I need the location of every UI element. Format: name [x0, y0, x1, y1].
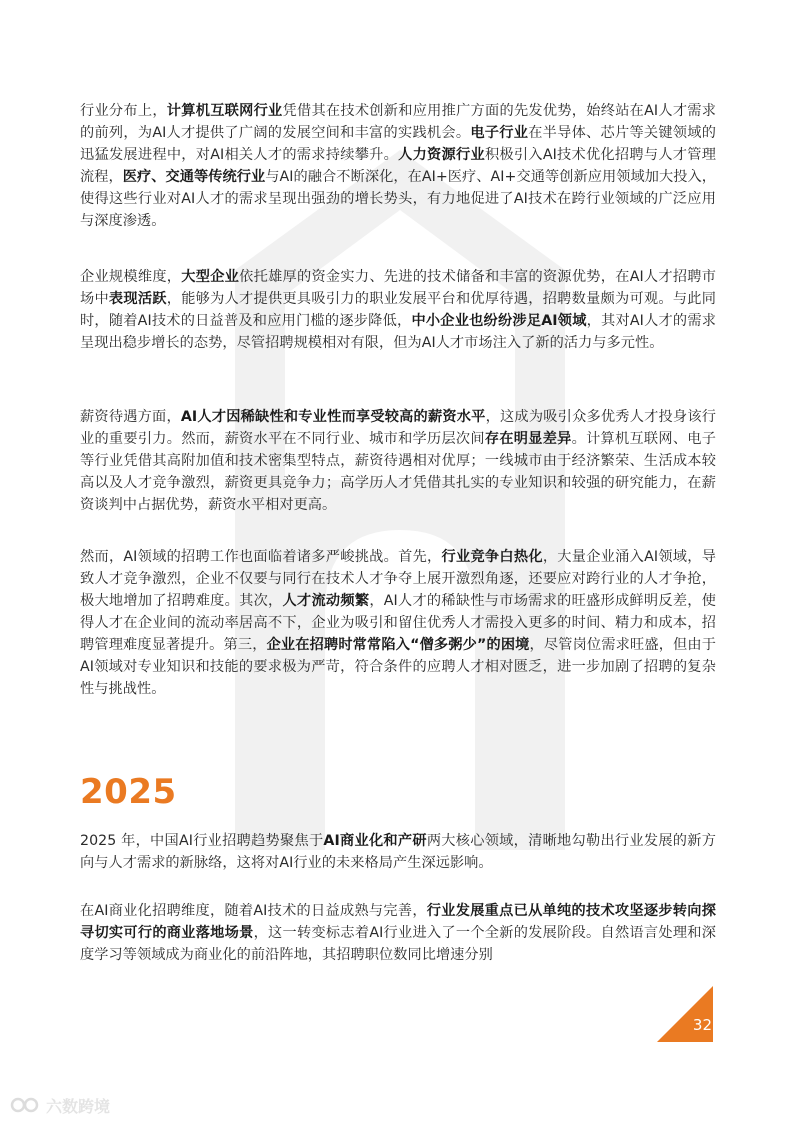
paragraph-commercialization	[80, 900, 716, 966]
bold-text-segment: 大型企业	[181, 269, 240, 285]
text-segment: ，尽管岗位需求旺盛，但由于AI领域对专业知识和技能的要求极为严苛，符合条件的应聘人才相对匮乏，进一步加剧了招聘的复杂性与挑战性。	[80, 637, 716, 697]
bold-text-segment: AI人才因稀缺性和专业性而享受较高的薪资水平	[180, 409, 486, 425]
bold-text-segment: 行业竞争白热化	[441, 549, 543, 565]
text-segment: 积极引入AI技术优化招聘与人才管理流程，	[80, 147, 716, 185]
bold-text-segment: 行业发展重点已从单纯的技术攻坚逐步转向探寻切实可行的商业落地场景	[80, 903, 716, 941]
bold-text-segment: 计算机互联网行业	[166, 103, 283, 119]
paragraph-industry-distribution	[80, 100, 716, 232]
bold-text-segment: 医疗、交通等传统行业	[122, 169, 266, 185]
text-segment: 在AI商业化招聘维度，随着AI技术的日益成熟与完善，	[80, 903, 427, 919]
text-segment: 在半导体、芯片等关键领域的迅猛发展进程中，对AI相关人才的需求持续攀升。	[80, 125, 717, 163]
text-segment: 企业规模维度，	[80, 269, 182, 285]
text-segment: 两大核心领域，清晰地勾勒出行业发展的新方向与人才需求的新脉络，这将对AI行业的未来格局产生深远影响。	[80, 833, 716, 871]
bold-text-segment: 人才流动频繁	[282, 593, 370, 609]
page-number: 32	[692, 1016, 712, 1034]
text-segment: 凭借其在技术创新和应用推广方面的先发优势，始终站在AI人才需求的前列，为AI人才提供了广阔的发展空间和丰富的实践机会。	[80, 103, 716, 141]
bold-text-segment: 表现活跃	[108, 291, 167, 307]
text-segment: ，其对AI人才的需求呈现出稳步增长的态势，尽管招聘规模相对有限，但为AI人才市场注入了新的活力与多元性。	[80, 313, 717, 351]
paragraph-company-scale	[80, 266, 716, 354]
bold-text-segment: 企业在招聘时常常陷入“僧多粥少”的困境	[266, 637, 530, 653]
bold-text-segment: 人力资源行业	[398, 147, 485, 163]
paragraph-salary	[80, 406, 716, 516]
bold-text-segment: AI商业化和产研	[323, 833, 427, 849]
text-segment: 2025 年，中国AI行业招聘趋势聚焦于	[80, 833, 324, 849]
text-segment: 薪资待遇方面，	[80, 409, 181, 425]
bold-text-segment: 电子行业	[470, 125, 529, 141]
text-segment: ，AI人才的稀缺性与市场需求的旺盛形成鲜明反差，使得人才在企业间的流动率居高不下，企业为吸引和留住优秀人才需投入更多的时间、精力和成本，招聘管理难度显著提升。第三，	[80, 593, 716, 653]
paragraph-challenges	[80, 546, 716, 700]
brand-logo-icon	[10, 1094, 40, 1116]
text-segment: ，这成为吸引众多优秀人才投身该行业的重要引力。然而，薪资水平在不同行业、城市和学历层次间	[80, 409, 716, 447]
text-segment: ，这一转变标志着AI行业进入了一个全新的发展阶段。自然语言处理和深度学习等领域成为商业化的前沿阵地，其招聘职位数同比增速分别	[80, 925, 716, 963]
text-segment: 。计算机互联网、电子等行业凭借其高附加值和技术密集型特点，薪资待遇相对优厚；一线城市由于经济繁荣、生活成本较高以及人才竞争激烈，薪资更具竞争力；高学历人才凭借其扎实的专业知识和较强的研究能力，在薪资谈判中占据优势，薪资水平相对更高。	[80, 431, 716, 513]
bold-text-segment: 中小企业也纷纷涉足AI领域	[411, 313, 587, 329]
text-segment: 行业分布上，	[80, 103, 167, 119]
text-segment: ，能够为人才提供更具吸引力的职业发展平台和优厚待遇，招聘数量颇为可观。与此同时，随着AI技术的日益普及和应用门槛的逐步降低，	[80, 291, 716, 329]
text-segment: 然而，AI领域的招聘工作也面临着诸多严峻挑战。首先，	[80, 549, 442, 565]
footer-brand-text: 六数跨境	[46, 1096, 111, 1116]
bold-text-segment: 存在明显差异	[484, 431, 572, 447]
text-segment: 依托雄厚的资金实力、先进的技术储备和丰富的资源优势，在AI人才招聘市场中	[80, 269, 717, 307]
section-heading-2025: 2025	[80, 772, 177, 812]
text-segment: ，大量企业涌入AI领域，导致人才竞争激烈，企业不仅要与同行在技术人才争夺上展开激烈角逐，还要应对跨行业的人才争抢，极大地增加了招聘难度。其次，	[80, 549, 716, 609]
paragraph-2025-trend	[80, 830, 716, 874]
text-segment: 与AI的融合不断深化，在AI+医疗、AI+交通等创新应用领域加大投入，使得这些行业对AI人才的需求呈现出强劲的增长势头，有力地促进了AI技术在跨行业领域的广泛应用与深度渗透。	[80, 169, 716, 229]
footer-watermark-logo	[10, 1092, 110, 1118]
